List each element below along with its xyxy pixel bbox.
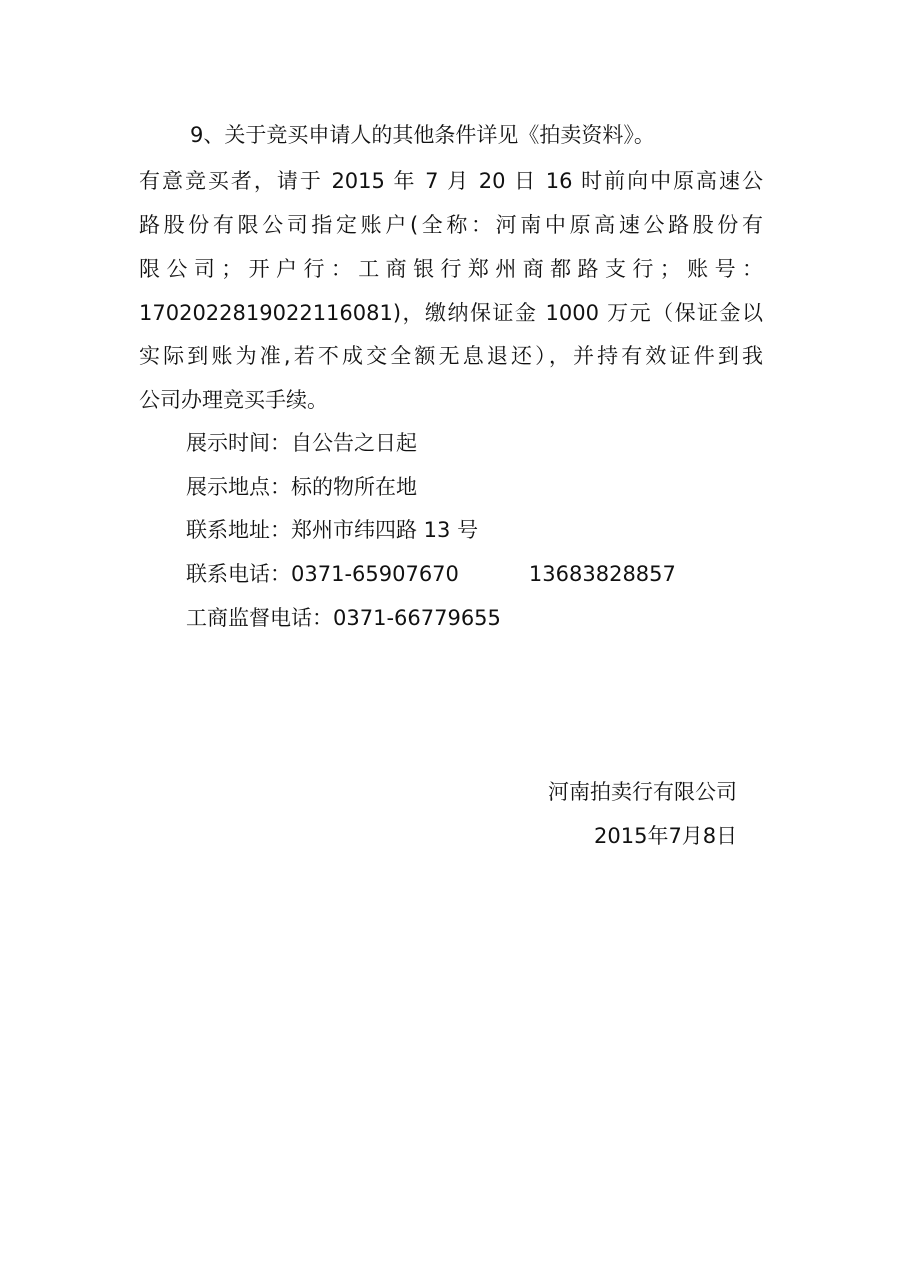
item-9-conditions: 9、关于竞买申请人的其他条件详见《拍卖资料》。 [190,123,655,147]
paragraph-line-6: 公司办理竞买手续。 [139,388,328,412]
exhibition-time: 展示时间：自公告之日起 [186,431,417,455]
signature-date: 2015年7月8日 [594,824,738,848]
paragraph-line-5: 实际到账为准,若不成交全额无息退还），并持有效证件到我 [139,344,763,368]
contact-phone-landline: 联系电话：0371-65907670 [186,562,459,586]
paragraph-line-4: 1702022819022116081)，缴纳保证金 1000 万元（保证金以 [139,301,763,325]
exhibition-place: 展示地点：标的物所在地 [186,475,417,499]
contact-phone-row [186,559,676,589]
signature-company: 河南拍卖行有限公司 [548,780,737,804]
paragraph-line-1: 有意竞买者，请于 2015 年 7 月 20 日 16 时前向中原高速公 [139,169,763,193]
contact-address: 联系地址：郑州市纬四路 13 号 [186,518,479,542]
supervision-phone: 工商监督电话：0371-66779655 [186,606,501,630]
contact-phone-mobile: 13683828857 [528,562,676,586]
paragraph-line-3: 限公司；开户行：工商银行郑州商都路支行；账号： [139,257,763,281]
paragraph-line-2: 路股份有限公司指定账户(全称：河南中原高速公路股份有 [139,213,763,237]
